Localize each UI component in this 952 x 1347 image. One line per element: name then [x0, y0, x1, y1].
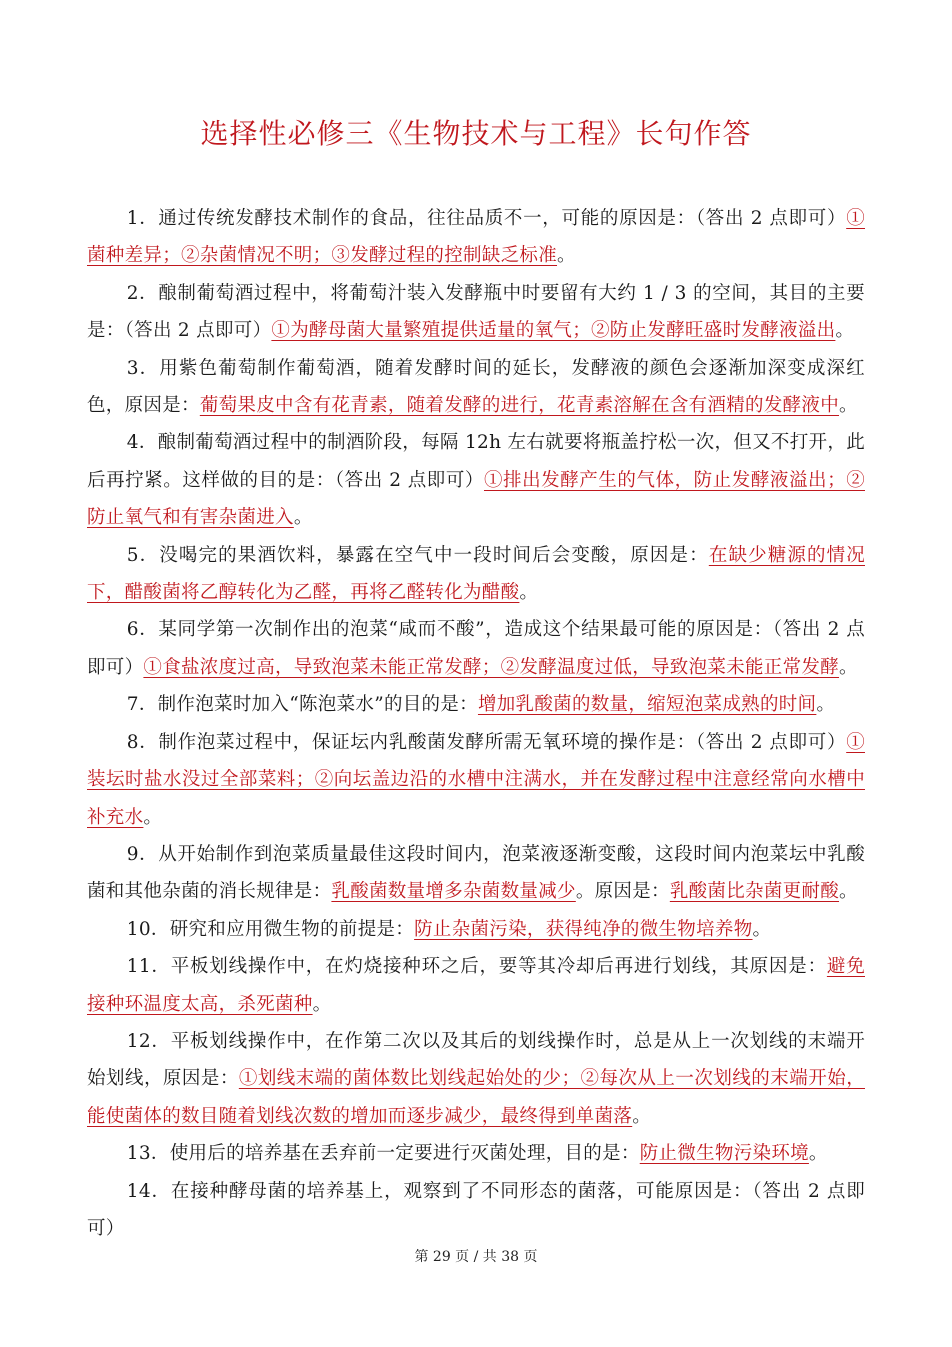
- page-title: 选择性必修三《生物技术与工程》长句作答: [200, 117, 752, 150]
- answer-text: 乳酸菌数量增多杂菌数量减少: [331, 881, 576, 903]
- question-item: [87, 948, 865, 1023]
- question-text: 。: [557, 245, 576, 267]
- question-text: 3．用紫色葡萄制作葡萄酒，随着发酵时间的延长，发酵液的颜色会逐渐加深变成深红色，原因是：: [87, 357, 865, 417]
- question-item: [87, 911, 865, 948]
- question-item: [87, 611, 865, 686]
- question-text: 。: [839, 656, 858, 678]
- answer-text: ①菌种差异；②杂菌情况不明；③发酵过程的控制缺乏标准: [87, 208, 865, 267]
- answer-text: 增加乳酸菌的数量，缩短泡菜成熟的时间: [477, 694, 817, 716]
- question-item: [87, 424, 865, 536]
- question-text: 5．没喝完的果酒饮料，暴露在空气中一段时间后会变酸，原因是：: [126, 544, 709, 566]
- question-text: 。: [519, 582, 539, 604]
- question-text: 14．在接种酵母菌的培养基上，观察到了不同形态的菌落，可能原因是：（答出 2 点即可）: [87, 1180, 865, 1239]
- page-footer: 第 29 页 / 共 38 页: [414, 1249, 538, 1265]
- question-text: 。: [143, 806, 163, 828]
- question-item: [87, 1173, 865, 1248]
- question-text: 。: [752, 918, 772, 940]
- question-text: 。: [839, 395, 858, 417]
- question-text: 。: [835, 320, 855, 342]
- answer-text: ①食盐浓度过高，导致泡菜未能正常发酵；②发酵温度过低，导致泡菜未能正常发酵: [143, 656, 840, 678]
- question-text: 。: [839, 881, 858, 903]
- question-text: 8．制作泡菜过程中，保证坛内乳酸菌发酵所需无氧环境的操作是：（答出 2 点即可）: [126, 731, 847, 753]
- answer-text: ①排出发酵产生的气体，防止发酵液溢出；②防止氧气和有害杂菌进入: [87, 469, 865, 529]
- question-text: 10．研究和应用微生物的前提是：: [126, 918, 415, 940]
- question-item: [87, 200, 865, 275]
- question-item: [87, 275, 865, 350]
- answer-text: ①划线末端的菌体数比划线起始处的少；②每次从上一次划线的末端开始，能使菌体的数目随着划线次数的增加而逐步减少，最终得到单菌落: [87, 1068, 865, 1127]
- question-text: 。: [632, 1105, 652, 1127]
- question-text: 11．平板划线操作中，在灼烧接种环之后，要等其冷却后再进行划线，其原因是：: [126, 956, 827, 978]
- answer-text: 葡萄果皮中含有花青素，随着发酵的进行，花青素溶解在含有酒精的发酵液中: [199, 395, 840, 417]
- question-item: [87, 686, 865, 723]
- question-item: [87, 1135, 865, 1172]
- question-text: 4．酿制葡萄酒过程中的制酒阶段，每隔 12h 左右就要将瓶盖拧松一次，但又不打开，此后再拧紧。这样做的目的是：（答出 2 点即可）: [87, 432, 865, 491]
- question-item: [87, 1023, 865, 1135]
- question-text: 13．使用后的培养基在丢弃前一定要进行灭菌处理，目的是：: [126, 1143, 640, 1165]
- question-text: 6．某同学第一次制作出的泡菜“咸而不酸”，造成这个结果最可能的原因是：（答出 2 点即可）: [87, 619, 865, 678]
- question-text: 。: [293, 507, 313, 529]
- question-text: 7．制作泡菜时加入“陈泡菜水”的目的是：: [126, 694, 478, 716]
- question-text: 12．平板划线操作中，在作第二次以及其后的划线操作时，总是从上一次划线的末端开始划线，原因是：: [87, 1030, 865, 1090]
- answer-text: 在缺少糖源的情况下，醋酸菌将乙醇转化为乙醛，再将乙醛转化为醋酸: [87, 544, 865, 604]
- answer-text: ①装坛时盐水没过全部菜料；②向坛盖边沿的水槽中注满水，并在发酵过程中注意经常向水槽中补充水: [87, 731, 865, 828]
- question-text: 2．酿制葡萄酒过程中，将葡萄汁装入发酵瓶中时要留有大约 1 / 3 的空间，其目的主要是：（答出 2 点即可）: [87, 282, 865, 342]
- question-text: 1．通过传统发酵技术制作的食品，往往品质不一，可能的原因是：（答出 2 点即可）: [126, 208, 847, 229]
- question-text: 。: [312, 993, 332, 1015]
- question-item: [87, 350, 865, 425]
- answer-text: 防止杂菌污染，获得纯净的微生物培养物: [414, 918, 753, 940]
- answer-text: 防止微生物污染环境: [639, 1143, 809, 1165]
- question-item: [87, 537, 865, 612]
- answer-text: 避免接种环温度太高，杀死菌种: [87, 956, 865, 1015]
- question-item: [87, 724, 865, 836]
- question-text: 9．从开始制作到泡菜质量最佳这段时间内，泡菜液逐渐变酸，这段时间内泡菜坛中乳酸菌和其他杂菌的消长规律是：: [87, 843, 865, 903]
- question-text: 。原因是：: [575, 881, 670, 903]
- question-item: [87, 836, 865, 911]
- qa-list: [87, 200, 865, 1247]
- question-text: 。: [816, 694, 836, 716]
- question-text: 。: [808, 1143, 828, 1165]
- answer-text: ①为酵母菌大量繁殖提供适量的氧气；②防止发酵旺盛时发酵液溢出: [271, 320, 836, 342]
- answer-text: 乳酸菌比杂菌更耐酸: [669, 881, 840, 903]
